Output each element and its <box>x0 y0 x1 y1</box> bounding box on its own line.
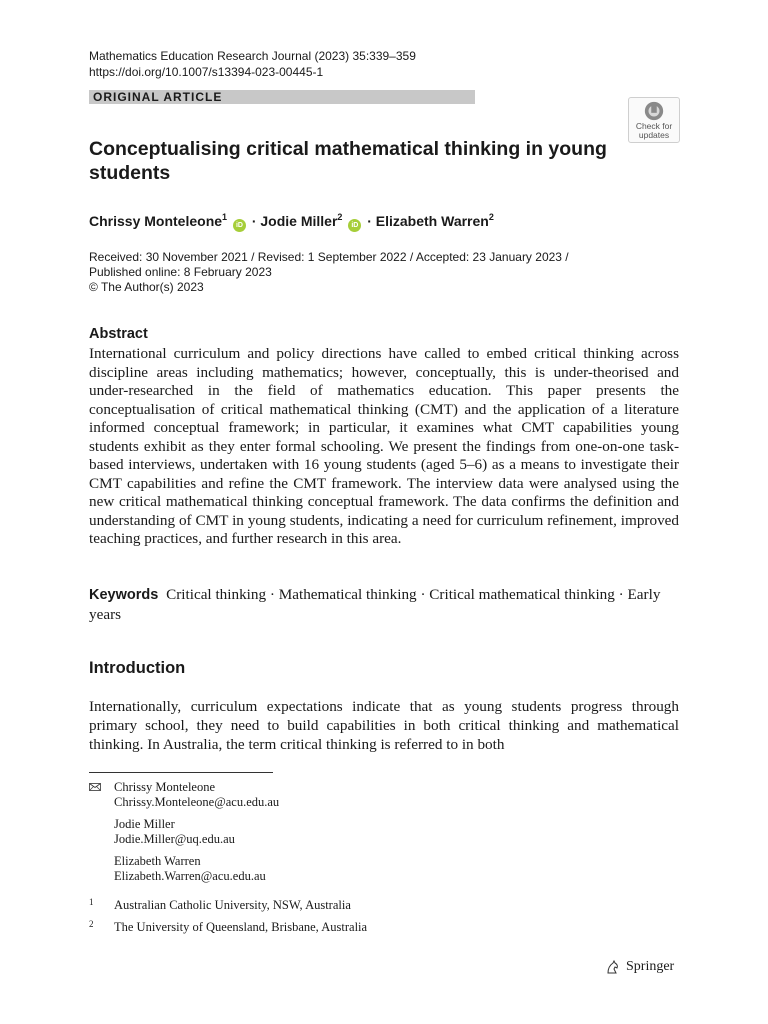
contact-entry <box>89 780 279 810</box>
contact-email[interactable]: Elizabeth.Warren@acu.edu.au <box>114 869 266 883</box>
envelope-icon <box>89 783 101 791</box>
affiliation-number: 1 <box>89 897 94 907</box>
affiliation-entry <box>89 920 367 935</box>
author-name[interactable]: Chrissy Monteleone <box>89 213 223 229</box>
journal-header <box>89 48 416 80</box>
springer-horse-icon <box>605 959 621 975</box>
check-badge-line2: updates <box>638 130 670 140</box>
author-name[interactable]: Jodie Miller <box>260 213 338 229</box>
paper-title: Conceptualising critical mathematical thinking in young students <box>89 138 607 184</box>
author-contacts <box>89 780 279 891</box>
contact-name: Chrissy Monteleone <box>114 780 216 794</box>
publisher-logo <box>605 958 674 976</box>
check-updates-icon <box>643 100 665 122</box>
keywords-block <box>89 585 679 624</box>
contact-name: Elizabeth Warren <box>114 854 201 868</box>
introduction-text: Internationally, curriculum expectations indicate that as young students progress through primary school, they need to build capabilities in both critical thinking and mathematical thinking. In Australia, the term critical thinking is referred to in both <box>89 698 679 753</box>
keywords-text: Critical thinking · Mathematical thinking · Critical mathematical thinking · Early years <box>89 586 661 623</box>
affiliation-number: 2 <box>89 919 94 929</box>
author-affiliation-mark: 2 <box>488 212 494 222</box>
affiliation-entry <box>89 898 367 913</box>
introduction-heading: Introduction <box>89 659 186 677</box>
publisher-name: Springer <box>626 959 675 974</box>
dates-received-line: Received: 30 November 2021 / Revised: 1 September 2022 / Accepted: 23 January 2023 / <box>89 250 569 264</box>
doi-link[interactable]: https://doi.org/10.1007/s13394-023-00445-1 <box>89 65 324 79</box>
publication-dates <box>89 250 609 295</box>
author-separator: · <box>251 213 257 229</box>
affiliation-text: The University of Queensland, Brisbane, Australia <box>114 920 368 934</box>
contact-entry <box>89 817 279 847</box>
orcid-icon[interactable]: iD <box>348 219 361 232</box>
affiliation-text: Australian Catholic University, NSW, Australia <box>114 898 351 912</box>
author-separator: · <box>367 213 372 229</box>
dates-published-line: Published online: 8 February 2023 <box>89 265 272 279</box>
author-affiliation-mark: 2 <box>337 212 343 222</box>
author-name[interactable]: Elizabeth Warren <box>375 213 489 229</box>
contact-name: Jodie Miller <box>114 817 175 831</box>
orcid-icon[interactable]: iD <box>233 219 246 232</box>
copyright-line: © The Author(s) 2023 <box>89 280 204 294</box>
contact-entry <box>89 854 279 884</box>
author-affiliation-mark: 1 <box>222 212 228 222</box>
contact-email[interactable]: Jodie.Miller@uq.edu.au <box>114 832 235 846</box>
abstract-text: International curriculum and policy directions have called to embed critical thinking across discipline areas including mathematics; however, conceptually, this is under-theorised and under-researched in the field of mathematics education. This paper presents the conceptualisation of critical mathematical thinking (CMT) and the application of a literature informed conceptual framework; in particular, it examines what CMT capabilities young students exhibit as they enter formal schooling. We present the findings from one-on-one task-based interviews, undertaken with 16 young students (aged 5–6) as a means to investigate their CMT capabilities and refine the CMT framework. The interview data were analysed using the new critical mathematical thinking conceptual framework. The data confirms the definition and understanding of CMT in young students, indicating a need for curriculum refinement, improved teaching practices, and further research in this area. <box>89 345 679 547</box>
article-type-banner: ORIGINAL ARTICLE <box>89 90 475 104</box>
check-for-updates-badge[interactable] <box>628 97 680 143</box>
author-list <box>89 208 494 232</box>
journal-citation: Mathematics Education Research Journal (2023) 35:339–359 <box>89 49 416 63</box>
contact-email[interactable]: Chrissy.Monteleone@acu.edu.au <box>114 795 280 809</box>
footnote-divider <box>89 772 273 773</box>
keywords-heading: Keywords <box>89 587 159 603</box>
abstract-heading: Abstract <box>89 326 148 342</box>
check-badge-line1: Check for <box>635 121 673 131</box>
affiliations <box>89 898 367 942</box>
